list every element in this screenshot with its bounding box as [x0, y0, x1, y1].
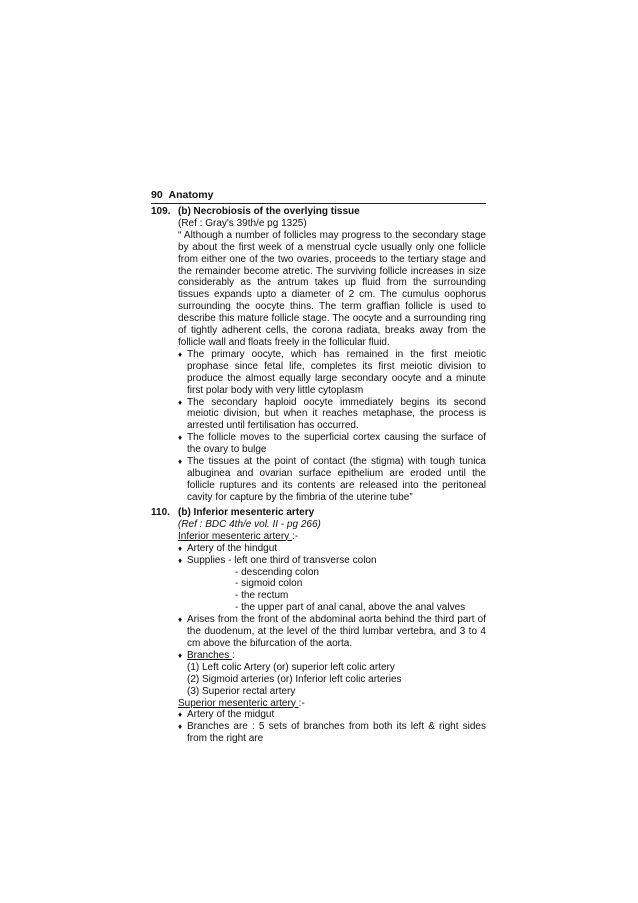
bullet-icon: ♦: [178, 543, 183, 553]
answer-title: (b) Necrobiosis of the overlying tissue: [178, 206, 360, 217]
header-rule: [151, 203, 486, 204]
question-110: [151, 507, 486, 745]
bullet-icon: ♦: [178, 650, 183, 660]
supply-item: - the upper part of anal canal, above the anal valves: [235, 602, 466, 614]
bullet-icon: ♦: [178, 349, 183, 359]
branch-item: (2) Sigmoid arteries (or) Inferior left colic arteries: [187, 673, 402, 685]
bullet-icon: ♦: [178, 722, 183, 732]
list-item: ♦ The secondary haploid oocyte immediately begins its second meiotic division, but when it reaches metaphase, the process is arrested until fertilisation has occurred.: [178, 396, 486, 432]
section-heading: Inferior mesenteric artery :-: [178, 530, 299, 542]
supply-item: - sigmoid colon: [235, 578, 303, 590]
reference: (Ref : Gray's 39th/e pg 1325): [178, 217, 307, 229]
branch-item: (1) Left colic Artery (or) superior left colic artery: [187, 661, 395, 673]
bullet-icon: ♦: [178, 433, 183, 443]
bullet-icon: ♦: [178, 555, 183, 565]
supply-item: - descending colon: [235, 566, 319, 578]
question-number: 110.: [151, 507, 170, 518]
branch-item: (3) Superior rectal artery: [187, 685, 296, 697]
list-item: ♦ Supplies - left one third of transverse colon: [178, 554, 377, 566]
page-header: [151, 189, 486, 204]
bullet-icon: ♦: [178, 397, 183, 407]
list-item: ♦ The tissues at the point of contact (the stigma) with tough tunica albuginea and ovarian surface epithelium are eroded until the follicle ruptures and its contents are released into the peritoneal cavity for capture by the fimbria of the uterine tube”: [178, 456, 486, 503]
quote-paragraph: “ Although a number of follicles may progress to the secondary stage by about the first week of a menstrual cycle usually only one follicle from either one of the two ovaries, proceeds to the tertiary stage and the remainder become atretic. The surviving follicle increases in size considerably as the antrum takes up fluid from the surrounding tissues expands upto a diameter of 2 cm. The cumulus oophorus surrounding the oocyte thins. The term graffian follicle is used to describe this mature follicle stage. The oocyte and a surrounding ring of tightly adherent cells, the corona radiata, breaks away from the follicle wall and floats freely in the follicular fluid.: [178, 229, 486, 348]
answer-title: (b) Inferior mesenteric artery: [178, 507, 315, 518]
list-item: ♦ Arises from the front of the abdominal aorta behind the third part of the duodenum, at the level of the third lumbar vertebra, and 3 to 4 cm above the bifurcation of the aorta.: [178, 614, 486, 649]
list-item: ♦ Artery of the midgut: [178, 709, 275, 721]
section-heading: Superior mesenteric artery :-: [178, 697, 305, 709]
list-item: ♦ The primary oocyte, which has remained in the first meiotic prophase since fetal life, completes its first meiotic division to produce the almost equally large secondary oocyte and a minute first polar body with very little cytoplasm: [178, 348, 486, 396]
question-109: [151, 206, 486, 504]
reference: (Ref : BDC 4th/e vol. II - pg 266): [178, 518, 321, 530]
section-name: Anatomy: [168, 189, 214, 201]
header-title: [151, 189, 486, 201]
bullet-icon: ♦: [178, 457, 183, 467]
list-item: ♦ Artery of the hindgut: [178, 542, 278, 554]
page-number: 90: [151, 189, 163, 201]
supply-item: - the rectum: [235, 590, 289, 602]
list-item: ♦ The follicle moves to the superficial cortex causing the surface of the ovary to bulge: [178, 432, 486, 456]
question-number: 109.: [151, 206, 171, 217]
bullet-icon: ♦: [178, 710, 183, 720]
bullet-icon: ♦: [178, 615, 183, 625]
list-item: ♦ Branches are : 5 sets of branches from both its left & right sides from the right are: [178, 721, 486, 745]
list-item: ♦ Branches :: [178, 649, 235, 661]
